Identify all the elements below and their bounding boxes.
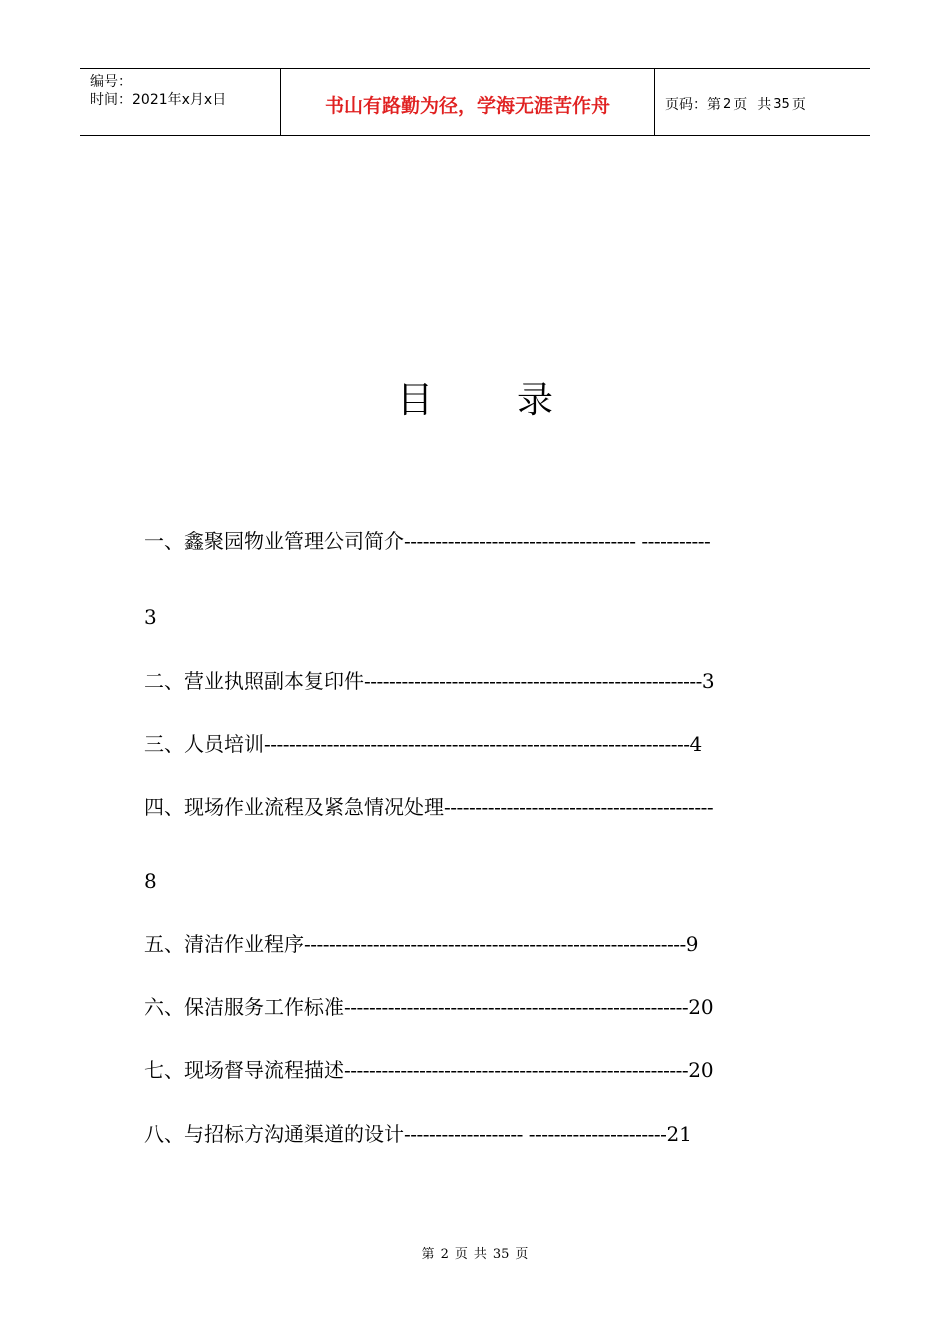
toc-entry-label: 三、人员培训 (144, 732, 264, 756)
page-current: 2 (723, 96, 732, 112)
footer-total-prefix: 共 (473, 1247, 487, 1262)
page-footer (0, 1246, 950, 1264)
toc-entry-7[interactable] (144, 1057, 814, 1083)
page-label-prefix: 页码：第 (665, 97, 721, 113)
toc-entry-page: 9 (685, 932, 699, 956)
page-title (0, 378, 950, 424)
serial-label: 编号： (90, 74, 132, 90)
toc-entry-label: 二、营业执照副本复印件 (144, 669, 364, 693)
title-char-2: 录 (517, 380, 554, 421)
footer-prefix: 第 (421, 1247, 435, 1262)
page-total-suffix: 页 (791, 97, 806, 113)
header-page-info (655, 69, 870, 135)
toc-entry-page: 3 (144, 605, 157, 629)
toc-entry-leader: ------------------------------------------------------- (344, 995, 689, 1019)
title-char-1: 目 (396, 380, 433, 421)
toc-entry-label: 五、清洁作业程序 (144, 932, 304, 956)
toc-entry-label: 八、与招标方沟通渠道的设计 (144, 1122, 404, 1146)
toc-entry-3[interactable] (144, 731, 814, 757)
toc-entry-5[interactable] (144, 931, 814, 957)
time-value: 2021年x月x日 (132, 92, 227, 108)
toc-entry-1[interactable] (144, 528, 814, 554)
toc-entry-leader: ------------------------------------- ----------- (404, 529, 711, 553)
toc-entry-page: 20 (688, 1058, 714, 1082)
toc-entry-label: 六、保洁服务工作标准 (144, 995, 344, 1019)
footer-total: 35 (492, 1247, 510, 1262)
toc-entry-page: 20 (688, 995, 714, 1019)
toc-entry-page: 4 (689, 732, 703, 756)
toc-entry-leader: ------------------- ---------------------- (404, 1122, 667, 1146)
time-label: 时间： (90, 92, 132, 108)
toc-entry-leader: ------------------------------------------- (444, 795, 714, 819)
toc-entry-4[interactable] (144, 794, 814, 820)
toc-entry-4-page (144, 868, 814, 894)
footer-suffix: 页 (515, 1247, 529, 1262)
header-slogan: 书山有路勤为径，学海无涯苦作舟 (281, 69, 655, 135)
page-total: 35 (773, 96, 790, 112)
footer-mid: 页 (454, 1247, 468, 1262)
page-total-prefix: 共 (757, 97, 772, 113)
toc-entry-leader: ------------------------------------------------------- (344, 1058, 689, 1082)
toc-entry-leader: ------------------------------------------------------ (364, 669, 702, 693)
page-header (80, 68, 870, 136)
toc-entry-6[interactable] (144, 994, 814, 1020)
toc-entry-leader: -------------------------------------------------------------------- (264, 732, 690, 756)
header-meta (80, 69, 281, 135)
toc-entry-1-page (144, 604, 814, 630)
toc-entry-label: 一、鑫聚园物业管理公司简介 (144, 529, 404, 553)
toc-entry-2[interactable] (144, 668, 814, 694)
toc-entry-page: 8 (144, 869, 157, 893)
page-label-mid: 页 (733, 97, 748, 113)
time-line (90, 91, 280, 109)
toc-entry-label: 四、现场作业流程及紧急情况处理 (144, 795, 444, 819)
toc-entry-label: 七、现场督导流程描述 (144, 1058, 344, 1082)
footer-current: 2 (440, 1247, 449, 1262)
toc-entry-8[interactable] (144, 1121, 814, 1147)
toc-entry-leader: ------------------------------------------------------------- (304, 932, 686, 956)
toc-entry-page: 3 (701, 669, 715, 693)
toc-entry-page: 21 (666, 1122, 692, 1146)
